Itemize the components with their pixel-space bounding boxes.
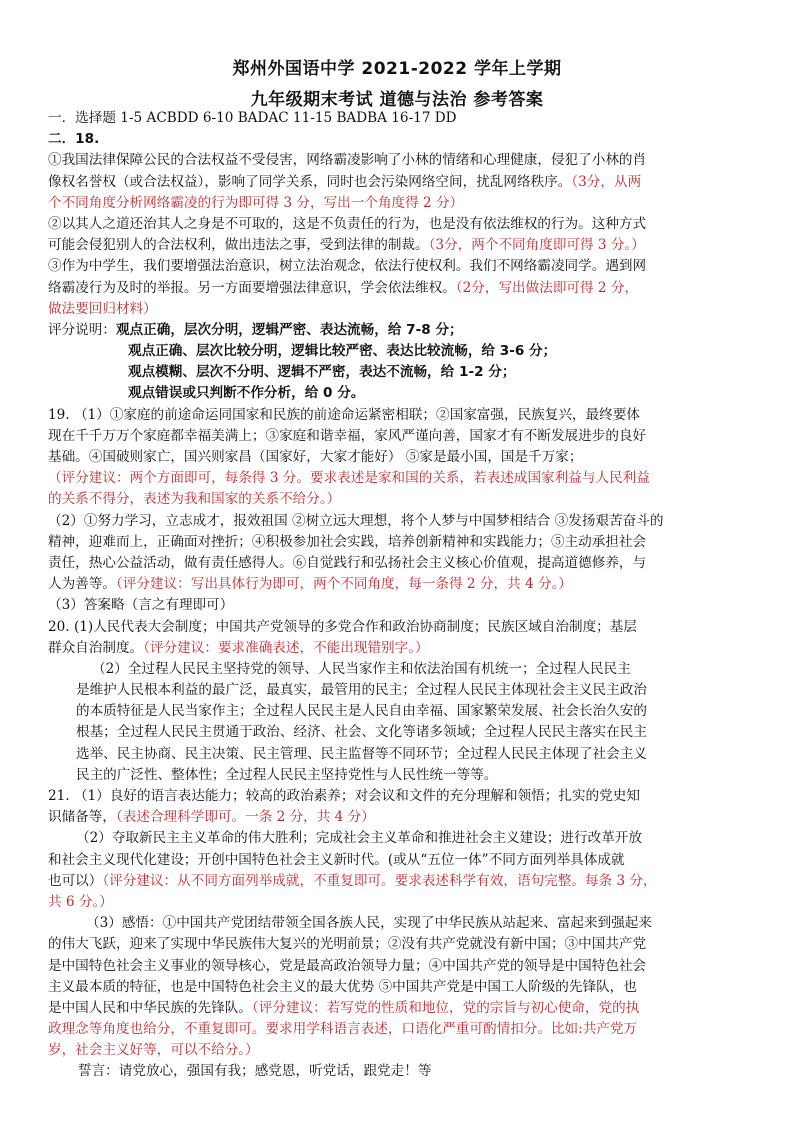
q18-evaluation-1: 评分说明：观点正确，层次分明，逻辑严密、表达流畅，给 7-8 分； — [48, 321, 463, 338]
q21-vow: 誓言：请党放心，强国有我；感党恩，听党话，跟党走！等 — [78, 1063, 432, 1080]
q21-part3-scoring-note-line2: 政理念等角度也给分，不重复即可。要求用学科语言表述，口语化严重可酌情扣分。比如:共产党万 — [48, 1021, 638, 1038]
exam-title: 九年级期末考试 道德与法治 参考答案 — [250, 90, 544, 110]
q19-part1-line3: 基础。④国破则家亡，国兴则家昌（国家好，大家才能好） ⑤家是最小国，国是千万家； — [48, 449, 583, 465]
q21-part2-scoring-note: （评分建议：从不同方面列举成就，不重复即可。要求表述科学有效，语句完整。每条 3 分， — [102, 872, 657, 889]
answer-body — [48, 108, 752, 1083]
q21-part2-line1: （2）夺取新民主主义革命的伟大胜利；完成社会主义革命和推进社会主义建设；进行改革开放 — [76, 830, 642, 847]
q19-scoring-note-line1: （评分建议：两个方面即可，每条得 3 分。要求表述是家和国的关系，若表述成国家利益与人民利益 — [48, 470, 650, 487]
q21-part3-line4: 主义最本质的特征，也是中国特色社会主义的最大优势 ⑤中国共产党是中国工人阶级的先锋队，也 — [48, 978, 637, 995]
q18-point3-scoring-note-cont: 做法要回归材料） — [48, 300, 157, 317]
q21-part1-line2: 识储备等，（表述合理科学即可。一条 2 分，共 4 分） — [48, 809, 375, 826]
q18-point3-scoring-note: （2分，写出做法即可得 2 分， — [455, 279, 639, 296]
section-two-heading: 二．18. — [48, 131, 100, 148]
q20-part1-line1: 20. (1)人民代表大会制度；中国共产党领导的多党合作和政治协商制度；民族区域自治制度；基层 — [48, 618, 637, 635]
q21-part1-scoring-note: （表述合理科学即可。一条 2 分，共 4 分） — [115, 809, 375, 826]
evaluation-label: 评分说明： — [48, 321, 116, 338]
q18-point3-line2: 络霸凌行为及时的举报。另一方面要增强法律意识，学会依法维权。（2分，写出做法即可得 2 分， — [48, 279, 639, 296]
multiple-choice-answers: 一．选择题 1-5 ACBDD 6-10 BADAC 11-15 BADBA 16-17 DD — [48, 110, 457, 126]
q18-point1-scoring-note-cont: 个不同角度分析网络霸凌的行为即可得 3 分，写出一个角度得 2 分） — [48, 194, 464, 211]
q18-evaluation-2: 观点正确、层次比较分明，逻辑比较严密、表达比较流畅，给 3-6 分； — [128, 343, 557, 360]
q20-part2-line3: 的本质特征是人民当家作主；全过程人民民主是人民自由幸福、国家繁荣发展、社会长治久安的 — [76, 703, 647, 720]
q18-point1-line2: 像权名誉权（或合法权益），影响了同学关系，同时也会污染网络空间，扰乱网络秩序。（3分，从两 — [48, 173, 642, 190]
q21-part2-scoring-note-cont: 共 6 分。） — [48, 893, 113, 910]
q18-point1-scoring-note: （3分，从两 — [571, 173, 642, 190]
q19-part2-line4: 人为善等。（评分建议：写出具体行为即可，两个不同角度，每一条得 2 分，共 4 分。） — [48, 576, 572, 593]
q20-part2-line6: 民主的广泛性、整体性；全过程人民民主坚持党性与人民性统一等等。 — [76, 766, 498, 783]
q18-evaluation-3: 观点模糊、层次不分明、逻辑不严密，表达不流畅，给 1-2 分； — [128, 364, 516, 381]
q20-part2-line4: 根基；全过程人民民主贯通于政治、经济、社会、文化等诸多领域；全过程人民民主落实在民主 — [76, 724, 647, 741]
q18-evaluation-4: 观点错误或只判断不作分析，给 0 分。 — [128, 385, 365, 402]
q21-part3-line2: 的伟大飞跃，迎来了实现中华民族伟大复兴的光明前景；②没有共产党就没有新中国；③中国共产党 — [48, 936, 647, 953]
q21-part3-line3: 是中国特色社会主义事业的领导核心，党是最高政治领导力量；④中国共产党的领导是中国特色社会 — [48, 957, 647, 974]
q21-part3-scoring-note-line3: 岁，社会主义好等，可以不给分。） — [48, 1042, 259, 1059]
q21-part3-line1: （3）感悟：①中国共产党团结带领全国各族人民，实现了中华民族从站起来、富起来到强起来 — [86, 915, 652, 932]
q18-point2-line1: ②以其人之道还治其人之身是不可取的，这是不负责任的行为，也是没有依法维权的行为。这种方式 — [48, 215, 647, 232]
q20-part1-scoring-note: （评分建议：要求准确表述，不能出现错别字。） — [143, 639, 429, 656]
q20-part2-line1: （2）全过程人民民主坚持党的领导、人民当家作主和依法治国有机统一；全过程人民民主 — [92, 660, 631, 677]
q19-part2-line1: （2）①努力学习，立志成才，报效祖国 ②树立远大理想，将个人梦与中国梦相结合 ③发扬艰苦奋斗的 — [48, 512, 664, 529]
q20-part1-line2: 群众自治制度。（评分建议：要求准确表述，不能出现错别字。） — [48, 639, 429, 656]
q18-point2-scoring-note: （3分，两个不同角度即可得 3 分。） — [428, 237, 645, 254]
q18-point1-line1: ①我国法律保障公民的合法权益不受侵害，网络霸凌影响了小林的情绪和心理健康，侵犯了小林的肖 — [48, 152, 647, 169]
q20-part2-line5: 选举、民主协商、民主决策、民主管理、民主监督等不同环节；全过程人民民主体现了社会主义 — [76, 745, 647, 762]
q21-part3-line5: 是中国人民和中华民族的先锋队。（评分建议：若写党的性质和地位，党的宗旨与初心使命，党的执 — [48, 999, 640, 1016]
q19-part2-scoring-note: （评分建议：写出具体行为即可，两个不同角度，每一条得 2 分，共 4 分。） — [115, 576, 572, 593]
q20-part2-line2: 是维护人民根本利益的最广泛，最真实，最管用的民主；全过程人民民主体现社会主义民主政治 — [76, 682, 647, 699]
q21-part2-line3: 也可以）（评分建议：从不同方面列举成就，不重复即可。要求表述科学有效，语句完整。每条 3 分， — [48, 872, 657, 889]
q19-part2-line2: 精神，迎难而上，正确面对挫折；④积极参加社会实践，培养创新精神和实践能力；⑤主动承担社会 — [48, 533, 647, 550]
q21-part3-scoring-note: （评分建议：若写党的性质和地位，党的宗旨与初心使命，党的执 — [251, 999, 640, 1016]
q19-part2-line3: 责任，热心公益活动，做有责任感得人。⑥自觉践行和弘扬社会主义核心价值观，提高道德修养，与 — [48, 554, 647, 571]
q21-part2-line2: 和社会主义现代化建设；开创中国特色社会主义新时代。(或从“五位一体”不同方面列举具体成就 — [48, 851, 625, 868]
q21-part1-line1: 21. （1）良好的语言表达能力；较高的政治素养；对会议和文件的充分理解和领悟；扎实的党史知 — [48, 788, 640, 804]
school-title: 郑州外国语中学 2021-2022 学年上学期 — [232, 59, 562, 79]
q19-scoring-note-line2: 的关系不得分，表述为我和国家的关系不给分。） — [48, 491, 341, 508]
q18-point2-line2: 可能会侵犯别人的合法权利，做出违法之事，受到法律的制裁。（3分，两个不同角度即可得 3 分。） — [48, 237, 645, 254]
q19-part1-line1: 19. （1）①家庭的前途命运同国家和民族的前途命运紧密相联；②国家富强，民族复兴，最终要体 — [48, 406, 640, 423]
q19-part1-line2: 现在千千万万个家庭都幸福美满上；③家庭和谐幸福，家风严谨向善，国家才有不断发展进步的良好 — [48, 427, 647, 444]
q18-point3-line1: ③作为中学生，我们要增强法治意识，树立法治观念，依法行使权利。我们不网络霸凌同学。遇到网 — [48, 258, 647, 275]
q19-part3: （3）答案略（言之有理即可） — [48, 597, 234, 614]
